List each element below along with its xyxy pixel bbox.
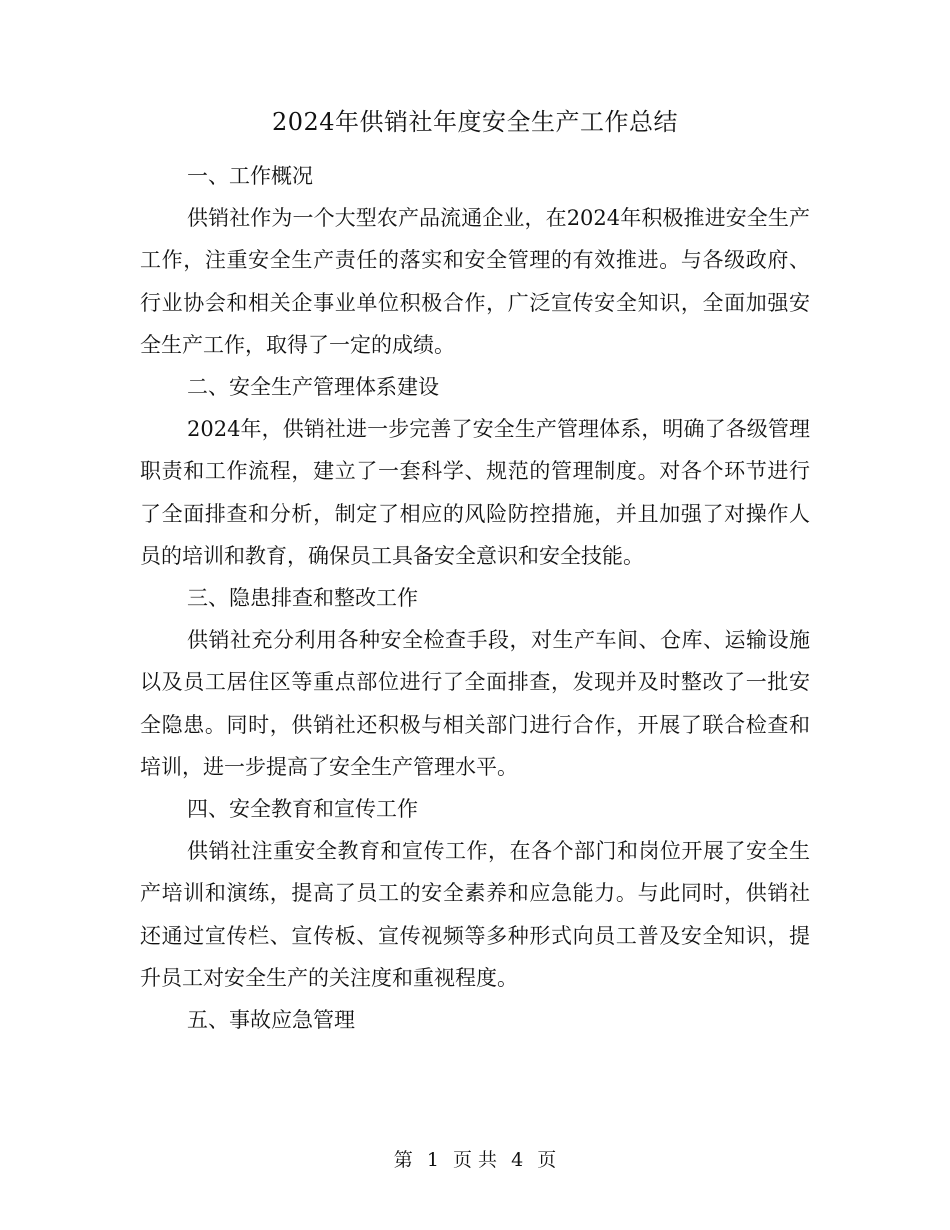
page-footer (0, 1148, 950, 1172)
page-label-prefix: 第 (393, 1149, 413, 1171)
section-heading: 二、安全生产管理体系建设 (187, 375, 439, 400)
section-paragraph: 供销社作为一个大型农产品流通企业，在2024年积极推进安全生产工作，注重安全生产责任的落实和安全管理的有效推进。与各级政府、行业协会和相关企事业单位积极合作，广泛宣传安全知识，全面加强安全生产工作，取得了一定的成绩。 (140, 206, 810, 357)
section-heading: 四、安全教育和宣传工作 (187, 797, 418, 822)
section-heading: 三、隐患排查和整改工作 (187, 586, 418, 611)
document-title: 2024年供销社年度安全生产工作总结 (271, 108, 679, 136)
section-heading: 五、事故应急管理 (187, 1008, 355, 1033)
document-body (140, 155, 810, 1041)
section-paragraph: 供销社注重安全教育和宣传工作，在各个部门和岗位开展了安全生产培训和演练，提高了员工的安全素养和应急能力。与此同时，供销社还通过宣传栏、宣传板、宣传视频等多种形式向员工普及安全知识，提升员工对安全生产的关注度和重视程度。 (140, 839, 810, 990)
section-paragraph: 2024年，供销社进一步完善了安全生产管理体系，明确了各级管理职责和工作流程，建立了一套科学、规范的管理制度。对各个环节进行了全面排查和分析，制定了相应的风险防控措施，并且加强了对操作人员的培训和教育，确保员工具备安全意识和安全技能。 (140, 417, 810, 568)
page-number: 1 (426, 1149, 439, 1171)
page-label-suffix: 页 (537, 1149, 557, 1171)
page-label-middle: 页 共 (452, 1149, 498, 1171)
total-pages: 4 (511, 1149, 524, 1171)
section-paragraph: 供销社充分利用各种安全检查手段，对生产车间、仓库、运输设施以及员工居住区等重点部位进行了全面排查，发现并及时整改了一批安全隐患。同时，供销社还积极与相关部门进行合作，开展了联合检查和培训，进一步提高了安全生产管理水平。 (140, 628, 810, 779)
section-heading: 一、工作概况 (187, 164, 313, 188)
